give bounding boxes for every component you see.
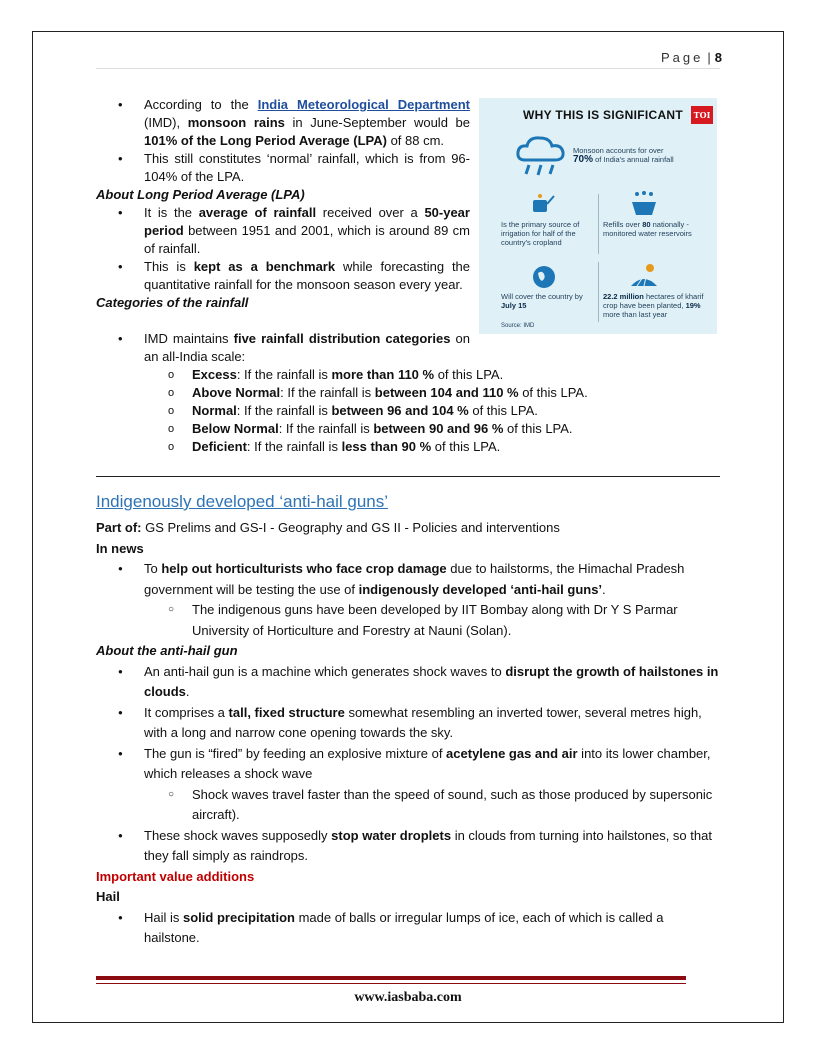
infographic (479, 98, 717, 334)
list-item: • This is kept as a benchmark while forecasting the quantitative rainfall for the monsoon season every year. (96, 258, 470, 294)
list-subitem: ○ The indigenous guns have been developed by IIT Bombay along with Dr Y S Parmar University of Horticulture and Forestry at Nauni (Solan). (96, 600, 720, 641)
value-additions-heading: Important value additions (96, 868, 255, 884)
list-item: ● It comprises a tall, fixed structure somewhat resembling an inverted tower, several metres high, with a long and narrow cone opening towards the sky. (96, 703, 720, 744)
category-item: o Deficient: If the rainfall is less than 90 % of this LPA. (96, 438, 720, 456)
rain-cloud-icon (515, 134, 571, 178)
divider (598, 262, 599, 322)
list-item: • IMD maintains five rainfall distribution categories on an all-India scale: (96, 330, 470, 366)
irrigation-stat: Is the primary source of irrigation for half of the country's cropland (501, 220, 580, 247)
list-item: ● These shock waves supposedly stop water droplets in clouds from turning into hailstones, so that they fall simply as raindrops. (96, 826, 720, 867)
reservoir-icon (629, 190, 659, 218)
list-item: • It is the average of rainfall received over a 50-year period between 1951 and 2001, which is around 89 cm of rainfall. (96, 204, 470, 258)
watering-can-icon (529, 192, 555, 216)
list-item: ● An anti-hail gun is a machine which generates shock waves to disrupt the growth of hailstones in clouds. (96, 662, 720, 703)
category-item: o Normal: If the rainfall is between 96 and 104 % of this LPA. (96, 402, 720, 420)
anti-hail-section (96, 490, 720, 949)
divider (598, 194, 599, 254)
list-item: ● Hail is solid precipitation made of balls or irregular lumps of ice, each of which is called a hailstone. (96, 908, 720, 949)
lpa-heading: About Long Period Average (LPA) (96, 187, 305, 202)
footer-rule (96, 976, 686, 980)
list-item: ● To help out horticulturists who face crop damage due to hailstorms, the Himachal Pradesh government will be testing the use of indigenously developed ‘anti-hail guns’. (96, 559, 720, 600)
list-item: • According to the India Meteorological Department (IMD), monsoon rains in June-September would be 101% of the Long Period Average (LPA) of 88 cm. (96, 96, 470, 150)
category-item: o Excess: If the rainfall is more than 110 % of this LPA. (96, 366, 720, 384)
part-of: Part of: GS Prelims and GS-I - Geography and GS II - Policies and interventions (96, 520, 560, 535)
reservoir-stat: Refills over 80 nationally -monitored water reservoirs (603, 220, 692, 238)
header-divider (96, 68, 720, 69)
globe-icon (531, 264, 557, 290)
page-number: Page | 8 (661, 50, 722, 65)
monsoon-stat: Monsoon accounts for over 70% of India's annual rainfall (573, 146, 674, 165)
category-item: o Above Normal: If the rainfall is between 104 and 110 % of this LPA. (96, 384, 720, 402)
kharif-stat: 22.2 million hectares of kharif crop have been planted, 19% more than last year (603, 292, 704, 319)
coverage-stat: Will cover the country by July 15 (501, 292, 583, 310)
footer-website: www.iasbaba.com (354, 990, 462, 1005)
crop-field-icon (629, 262, 659, 288)
list-item: • This still constitutes ‘normal’ rainfall, which is from 96-104% of the LPA. (96, 150, 470, 186)
imd-link[interactable]: India Meteorological Department (257, 97, 470, 112)
categories-heading: Categories of the rainfall (96, 295, 249, 310)
lpa-block (96, 96, 470, 312)
infographic-title: WHY THIS IS SIGNIFICANT (523, 108, 684, 122)
list-subitem: ○ Shock waves travel faster than the speed of sound, such as those produced by supersonic aircraft). (96, 785, 720, 826)
categories-block (96, 330, 720, 456)
about-heading: About the anti-hail gun (96, 643, 238, 658)
source-note: Source: IMD (501, 323, 535, 329)
section-title: Indigenously developed ‘anti-hail guns’ (96, 492, 389, 511)
section-divider (96, 476, 720, 477)
in-news-heading: In news (96, 540, 144, 556)
category-item: o Below Normal: If the rainfall is between 90 and 96 % of this LPA. (96, 420, 720, 438)
list-item: ● The gun is “fired” by feeding an explosive mixture of acetylene gas and air into its lower chamber, which releases a shock wave (96, 744, 720, 785)
footer-rule (96, 983, 686, 984)
toi-badge: TOI (691, 106, 713, 124)
hail-heading: Hail (96, 889, 120, 904)
